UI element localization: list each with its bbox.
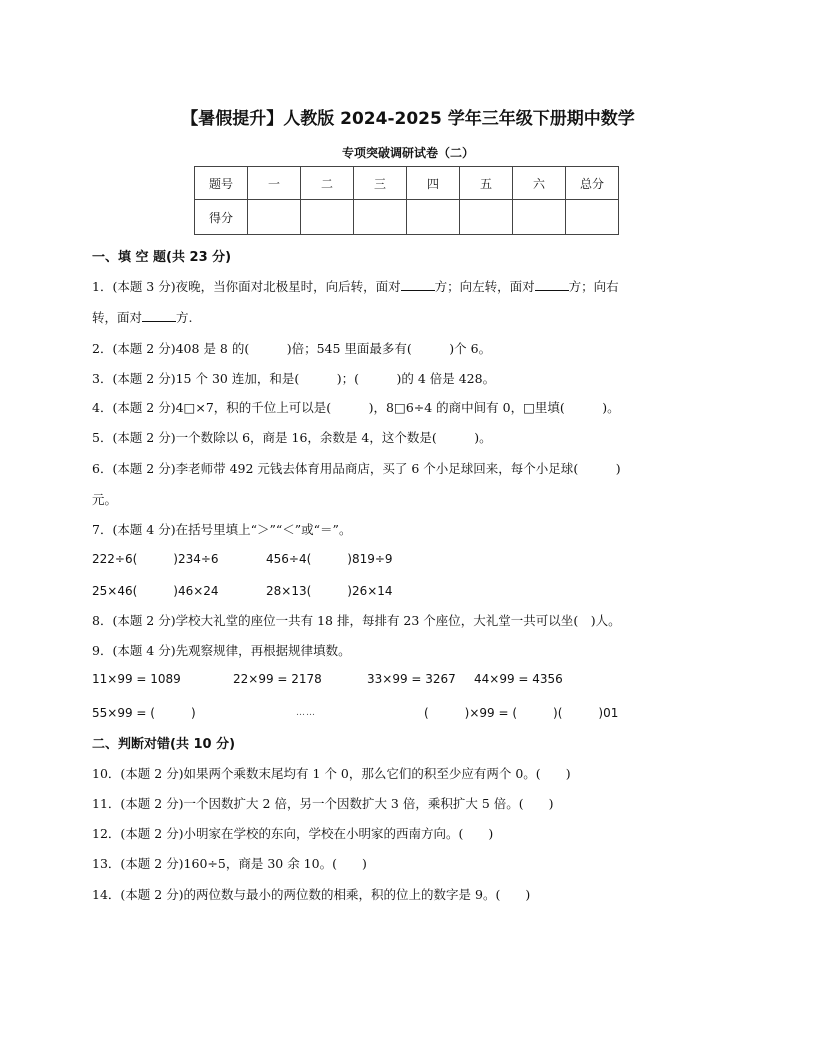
compare-item: 222÷6( )234÷6: [92, 552, 219, 566]
question-8: 8．(本题 2 分)学校大礼堂的座位一共有 18 排，每排有 23 个座位，大礼堂一共可以坐( )人。: [92, 613, 621, 628]
section-true-false-title: 二、判断对错(共 10 分): [92, 737, 236, 752]
question-text: 方.: [176, 310, 193, 325]
question-text: 1．(本题 3 分)夜晚，当你面对北极星时，向后转，面对: [92, 279, 401, 294]
question-5: 5．(本题 2 分)一个数除以 6，商是 16，余数是 4，这个数是( )。: [92, 430, 492, 445]
question-2: 2．(本题 2 分)408 是 8 的( )倍；545 里面最多有( )个 6。: [92, 341, 492, 356]
section-fill-blank-title: 一、填 空 题(共 23 分): [92, 250, 232, 265]
answer-blank[interactable]: [535, 278, 569, 291]
score-cell[interactable]: [248, 200, 301, 235]
question-3: 3．(本题 2 分)15 个 30 连加，和是( )；( )的 4 倍是 428。: [92, 371, 496, 386]
question-10: 10．(本题 2 分)如果两个乘数末尾均有 1 个 0，那么它们的积至少应有两个 0。( ): [92, 766, 571, 781]
score-cell[interactable]: [513, 200, 566, 235]
page-title: 【暑假提升】人教版 2024-2025 学年三年级下册期中数学: [181, 109, 635, 129]
compare-item: 25×46( )46×24: [92, 584, 219, 598]
question-text: 方；向左转，面对: [434, 279, 535, 294]
ellipsis: ……: [296, 708, 316, 718]
question-text: 转，面对: [92, 310, 143, 325]
question-6-line-1: 6．(本题 2 分)李老师带 492 元钱去体育用品商店，买了 6 个小足球回来，每个小足球( ): [92, 461, 621, 476]
score-header-cell: 一: [248, 167, 301, 200]
score-table-score-row: [195, 200, 619, 235]
score-table: [194, 166, 619, 235]
score-cell[interactable]: [407, 200, 460, 235]
pattern-formula: ( )×99 = ( )( )01: [424, 706, 619, 720]
score-row-label: 得分: [195, 200, 248, 235]
question-text: 方；向右: [568, 279, 619, 294]
score-header-cell: 五: [460, 167, 513, 200]
pattern-formula: 55×99 = ( ): [92, 706, 196, 720]
score-cell[interactable]: [460, 200, 513, 235]
score-header-cell: 题号: [195, 167, 248, 200]
pattern-formula: 11×99 = 1089: [92, 672, 181, 686]
question-13: 13．(本题 2 分)160÷5，商是 30 余 10。( ): [92, 856, 367, 871]
compare-item: 28×13( )26×14: [266, 584, 393, 598]
score-cell[interactable]: [301, 200, 354, 235]
question-1-line-1: [92, 277, 619, 295]
question-4: 4．(本题 2 分)4□×7，积的千位上可以是( )，8□6÷4 的商中间有 0，□里填( )。: [92, 400, 620, 415]
score-header-cell: 三: [354, 167, 407, 200]
score-header-cell: 六: [513, 167, 566, 200]
question-1-line-2: [92, 308, 193, 326]
question-11: 11．(本题 2 分)一个因数扩大 2 倍，另一个因数扩大 3 倍，乘积扩大 5 倍。( ): [92, 796, 554, 811]
question-12: 12．(本题 2 分)小明家在学校的东向，学校在小明家的西南方向。( ): [92, 826, 494, 841]
question-6-line-2: 元。: [92, 492, 118, 507]
question-9: 9．(本题 4 分)先观察规律，再根据规律填数。: [92, 643, 351, 658]
score-header-cell: 二: [301, 167, 354, 200]
answer-blank[interactable]: [142, 309, 176, 322]
score-cell[interactable]: [566, 200, 619, 235]
score-header-cell: 总分: [566, 167, 619, 200]
score-cell[interactable]: [354, 200, 407, 235]
score-table-header-row: [195, 167, 619, 200]
score-header-cell: 四: [407, 167, 460, 200]
pattern-formula: 33×99 = 3267: [367, 672, 456, 686]
question-14: 14．(本题 2 分)的两位数与最小的两位数的相乘，积的位上的数字是 9。( ): [92, 887, 531, 902]
question-7: 7．(本题 4 分)在括号里填上“＞”“＜”或“＝”。: [92, 522, 352, 537]
pattern-formula: 22×99 = 2178: [233, 672, 322, 686]
compare-item: 456÷4( )819÷9: [266, 552, 393, 566]
pattern-formula: 44×99 = 4356: [474, 672, 563, 686]
answer-blank[interactable]: [401, 278, 435, 291]
page-subtitle: 专项突破调研试卷（二）: [341, 146, 474, 160]
